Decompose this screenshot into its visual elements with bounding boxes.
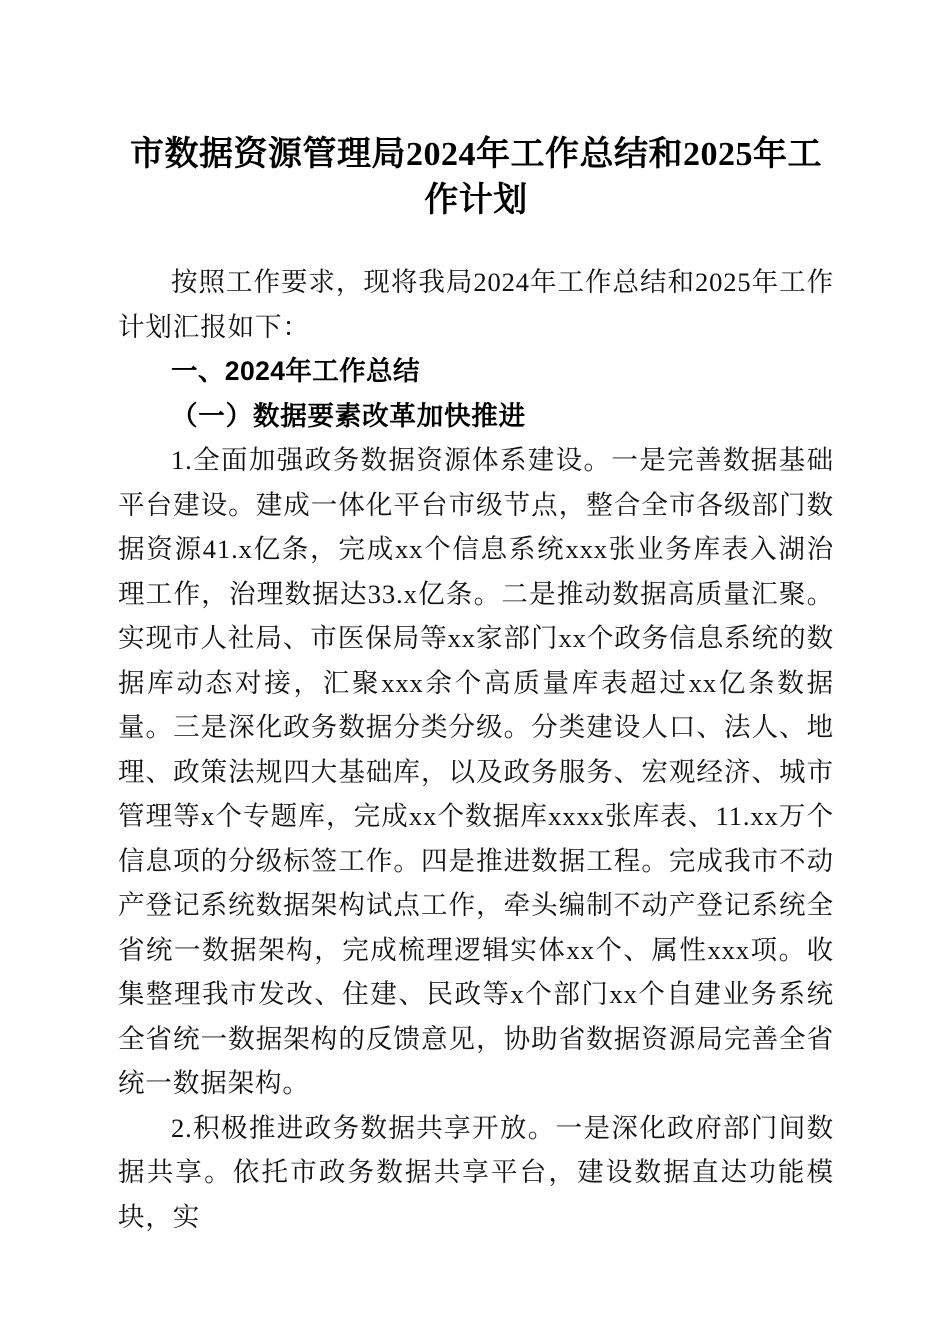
paragraph-item-1: 1.全面加强政务数据资源体系建设。一是完善数据基础平台建设。建成一体化平台市级节点，整合全市各级部门数据资源41.x亿条，完成xx个信息系统xxx张业务库表入湖治理工作，治理数据达33.x亿条。二是推动数据高质量汇聚。实现市人社局、市医保局等xx家部门xx个政务信息系统的数据库动态对接，汇聚xxx余个高质量库表超过xx亿条数据量。三是深化政务数据分类分级。分类建设人口、法人、地理、政策法规四大基础库，以及政务服务、宏观经济、城市管理等x个专题库，完成xx个数据库xxxx张库表、11.xx万个信息项的分级标签工作。四是推进数据工程。完成我市不动产登记系统数据架构试点工作，牵头编制不动产登记系统全省统一数据架构，完成梳理逻辑实体xx个、属性xxx项。收集整理我市发改、住建、民政等x个部门xx个自建业务系统全省统一数据架构的反馈意见，协助省数据资源局完善全省统一数据架构。 bbox=[118, 445, 834, 1098]
heading-section-one: 一、2024年工作总结 bbox=[171, 356, 420, 386]
paragraph-intro: 按照工作要求，现将我局2024年工作总结和2025年工作计划汇报如下： bbox=[118, 267, 834, 342]
document-title: 市数据资源管理局2024年工作总结和2025年工作计划 bbox=[130, 136, 822, 219]
document-content bbox=[118, 0, 834, 1239]
heading-subsection-one: （一）数据要素改革加快推进 bbox=[171, 400, 526, 431]
paragraph-item-2: 2.积极推进政务数据共享开放。一是深化政府部门间数据共享。依托市政务数据共享平台，建设数据直达功能模块，实 bbox=[118, 1112, 834, 1232]
